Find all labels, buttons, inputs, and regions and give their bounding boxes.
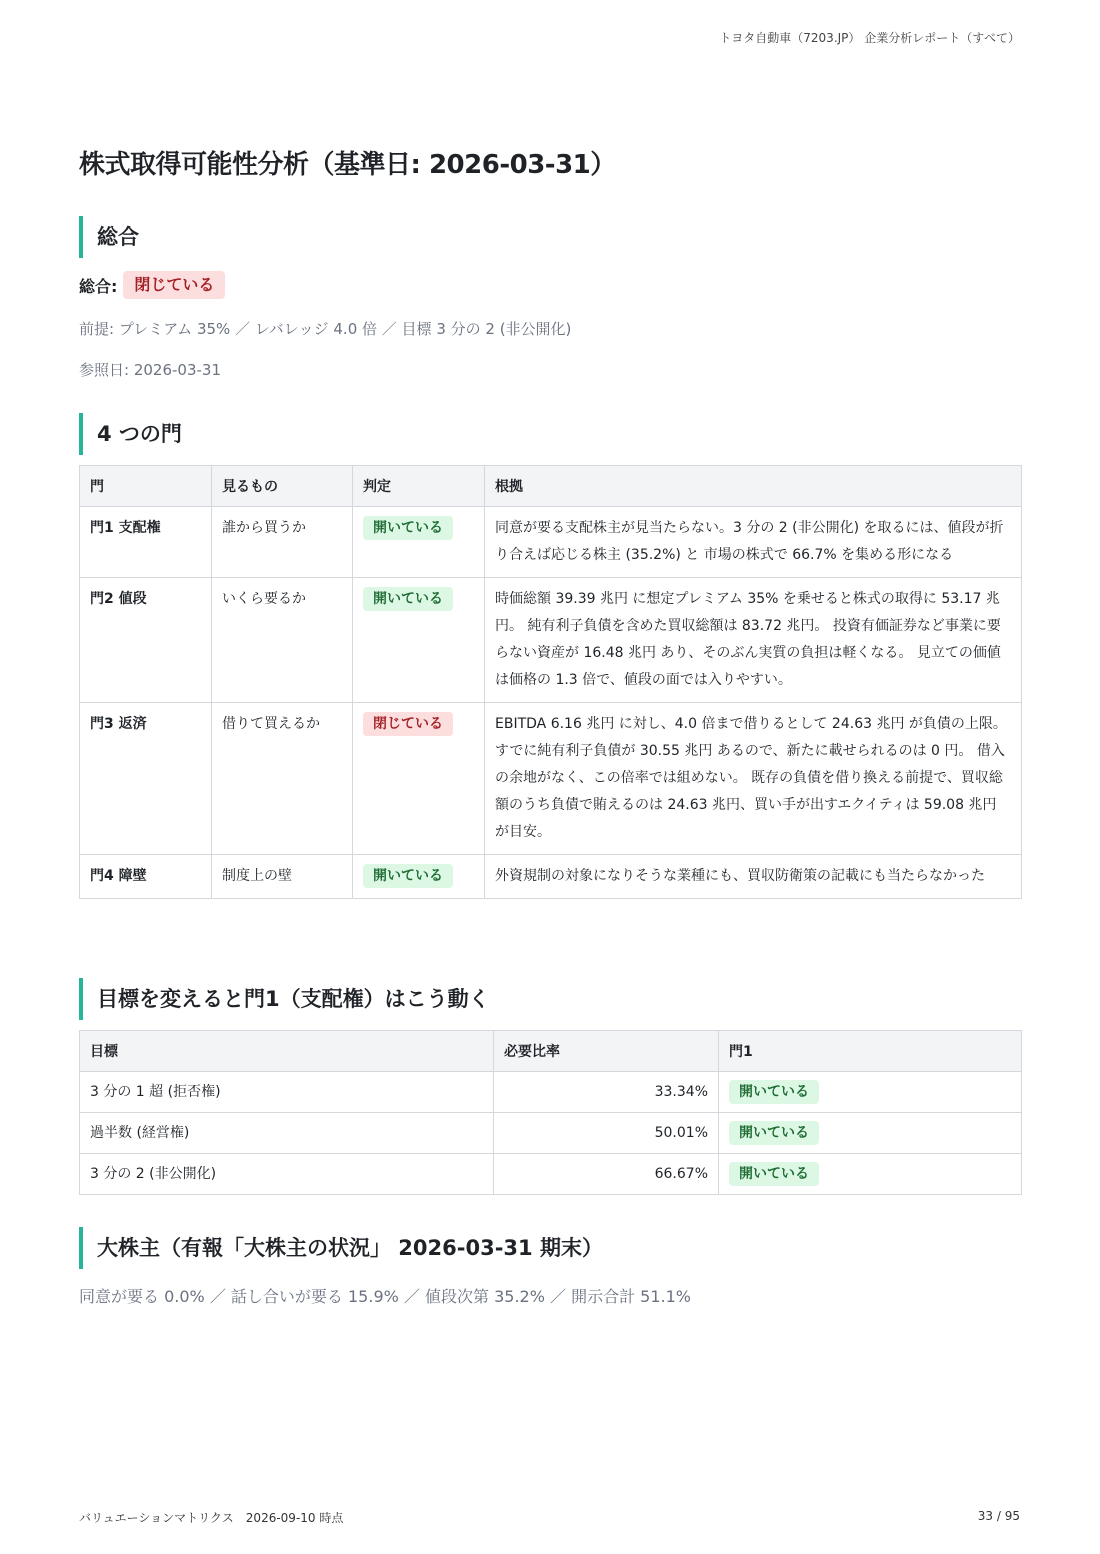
overall-heading: 総合 <box>79 216 139 258</box>
gate-name: 門4 障壁 <box>80 855 212 899</box>
overall-status-line <box>79 271 225 299</box>
status-badge: 開いている <box>363 516 453 540</box>
status-badge: 開いている <box>729 1080 819 1104</box>
report-header-title: トヨタ自動車（7203.JP） 企業分析レポート（すべて） <box>719 31 1020 45</box>
targets-heading: 目標を変えると門1（支配権）はこう動く <box>79 978 490 1020</box>
shareholders-summary: 同意が要る 0.0% ／ 話し合いが要る 15.9% ／ 値段次第 35.2% ／ 開示合計 51.1% <box>79 1287 691 1306</box>
gates-col-what: 見るもの <box>212 466 353 507</box>
target-status-cell <box>719 1072 1022 1113</box>
gates-heading: 4 つの門 <box>79 413 182 455</box>
target-ratio: 66.67% <box>494 1154 719 1195</box>
target-status-cell <box>719 1113 1022 1154</box>
page-number: 33 / 95 <box>977 1509 1020 1523</box>
gate-status-cell <box>353 855 485 899</box>
assumptions-text: 前提: プレミアム 35% ／ レバレッジ 4.0 倍 ／ 目標 3 分の 2 (非公開化) <box>79 320 572 338</box>
overall-label: 総合: <box>79 276 118 296</box>
targets-col-ratio: 必要比率 <box>494 1031 719 1072</box>
table-row <box>80 703 1022 855</box>
overall-status-badge: 閉じている <box>123 271 225 299</box>
target-ratio: 33.34% <box>494 1072 719 1113</box>
gate-what: いくら要るか <box>212 578 353 703</box>
gates-table <box>79 465 1022 899</box>
gate-what: 誰から買うか <box>212 507 353 578</box>
gate-status-cell <box>353 578 485 703</box>
gate-basis: 時価総額 39.39 兆円 に想定プレミアム 35% を乗せると株式の取得に 53.17 兆円。 純有利子負債を含めた買収総額は 83.72 兆円。 投資有価証券など事業に要らない資産が 16.48 兆円 あり、そのぶん実質の負担は軽くなる。 見立ての価値は価格の 1.3 倍で、値段の面では入りやすい。 <box>485 578 1022 703</box>
status-badge: 開いている <box>363 587 453 611</box>
gates-col-status: 判定 <box>353 466 485 507</box>
status-badge: 閉じている <box>363 712 453 736</box>
gate-basis: EBITDA 6.16 兆円 に対し、4.0 倍まで借りるとして 24.63 兆円 が負債の上限。 すでに純有利子負債が 30.55 兆円 あるので、新たに載せられるのは 0 円。 借入の余地がなく、この倍率では組めない。 既存の負債を借り換える前提で、買収総額のうち負債で賄えるのは 24.63 兆円、買い手が出すエクイティは 59.08 兆円 が目安。 <box>485 703 1022 855</box>
gates-col-basis: 根拠 <box>485 466 1022 507</box>
footer-source: バリュエーションマトリクス 2026-09-10 時点 <box>79 1511 344 1525</box>
targets-col-target: 目標 <box>80 1031 494 1072</box>
targets-table <box>79 1030 1022 1195</box>
table-row <box>80 1154 1022 1195</box>
table-row <box>80 1113 1022 1154</box>
table-row <box>80 578 1022 703</box>
gates-col-gate: 門 <box>80 466 212 507</box>
gate-name: 門1 支配権 <box>80 507 212 578</box>
gate-basis: 外資規制の対象になりそうな業種にも、買収防衛策の記載にも当たらなかった <box>485 855 1022 899</box>
target-name: 過半数 (経営権) <box>80 1113 494 1154</box>
target-name: 3 分の 2 (非公開化) <box>80 1154 494 1195</box>
status-badge: 開いている <box>729 1162 819 1186</box>
shareholders-heading: 大株主（有報「大株主の状況」 2026-03-31 期末） <box>79 1227 603 1269</box>
reference-date-text: 参照日: 2026-03-31 <box>79 361 221 379</box>
table-row <box>80 855 1022 899</box>
status-badge: 開いている <box>363 864 453 888</box>
targets-col-gate1: 門1 <box>719 1031 1022 1072</box>
gate-name: 門3 返済 <box>80 703 212 855</box>
gate-status-cell <box>353 703 485 855</box>
table-row <box>80 1072 1022 1113</box>
gate-status-cell <box>353 507 485 578</box>
page-title: 株式取得可能性分析（基準日: 2026-03-31） <box>79 150 616 180</box>
gate-what: 制度上の壁 <box>212 855 353 899</box>
target-ratio: 50.01% <box>494 1113 719 1154</box>
target-name: 3 分の 1 超 (拒否権) <box>80 1072 494 1113</box>
gate-basis: 同意が要る支配株主が見当たらない。3 分の 2 (非公開化) を取るには、値段が折り合えば応じる株主 (35.2%) と 市場の株式で 66.7% を集める形になる <box>485 507 1022 578</box>
gate-name: 門2 値段 <box>80 578 212 703</box>
table-row <box>80 507 1022 578</box>
target-status-cell <box>719 1154 1022 1195</box>
gate-what: 借りて買えるか <box>212 703 353 855</box>
status-badge: 開いている <box>729 1121 819 1145</box>
